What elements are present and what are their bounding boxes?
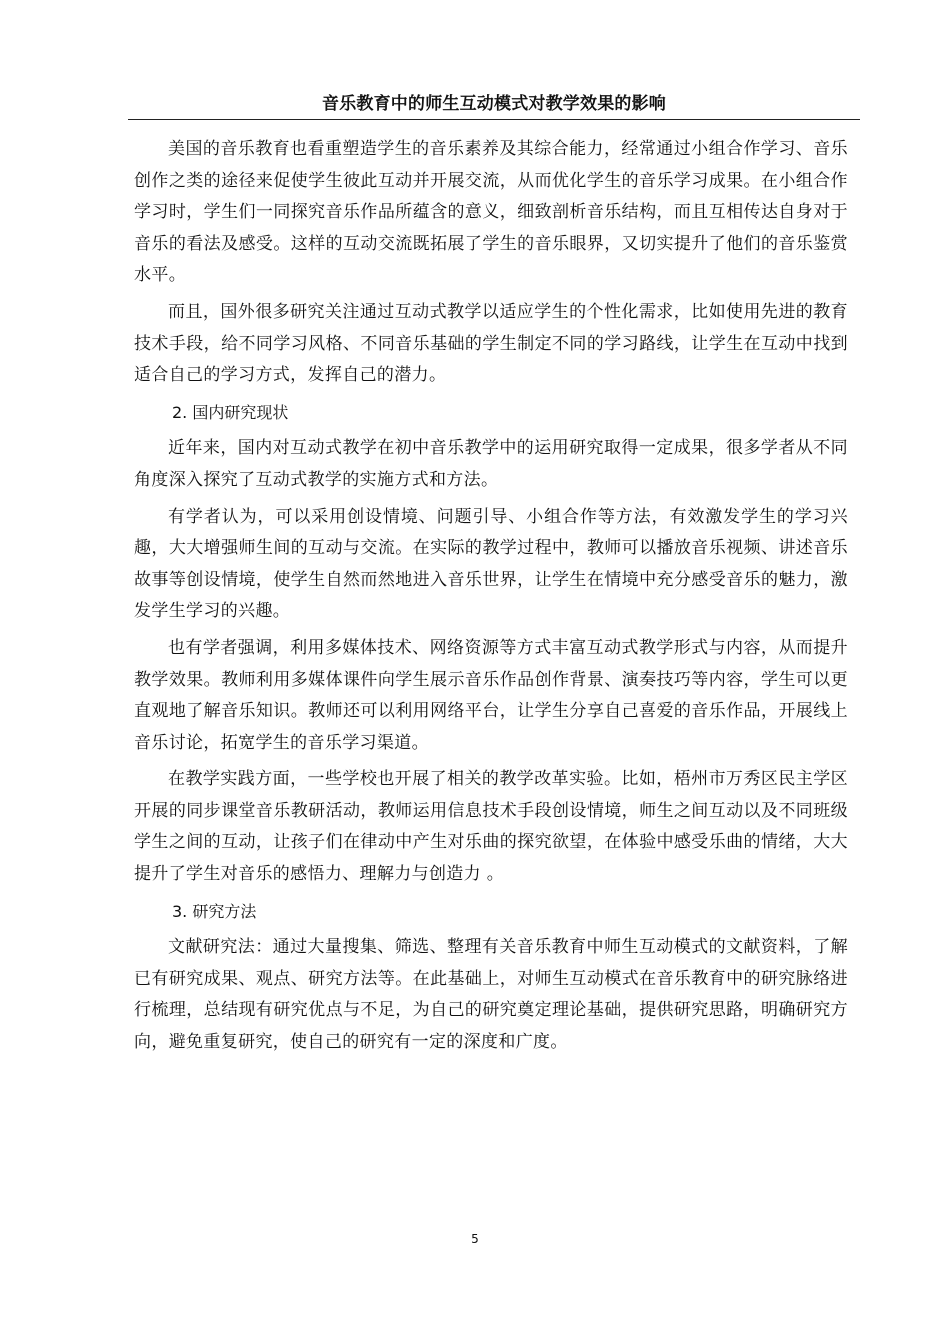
page-number: 5	[471, 1232, 479, 1246]
header-rule	[128, 119, 860, 120]
paragraph-literature-method: 文献研究法：通过大量搜集、筛选、整理有关音乐教育中师生互动模式的文献资料，了解已有研究成果、观点、研究方法等。在此基础上，对师生互动模式在音乐教育中的研究脉络进行梳理，总结现有研究优点与不足，为自己的研究奠定理论基础，提供研究思路，明确研究方向，避免重复研究，使自己的研究有一定的深度和广度。	[134, 937, 848, 1053]
body-text	[134, 134, 848, 1064]
section-heading-research-methods: 3. 研究方法	[172, 901, 257, 921]
section-heading-domestic-research: 2. 国内研究现状	[172, 402, 289, 422]
paragraph-teaching-practice: 在教学实践方面，一些学校也开展了相关的教学改革实验。比如，梧州市万秀区民主学区开展的同步课堂音乐教研活动，教师运用信息技术手段创设情境，师生之间互动以及不同班级学生之间的互动，让孩子们在律动中产生对乐曲的探究欲望，在体验中感受乐曲的情绪，大大提升了学生对音乐的感悟力、理解力与创造力 。	[134, 769, 848, 885]
paragraph-domestic-overview: 近年来，国内对互动式教学在初中音乐教学中的运用研究取得一定成果，很多学者从不同角度深入探究了互动式教学的实施方式和方法。	[134, 438, 848, 490]
paragraph-situation-creation: 有学者认为，可以采用创设情境、问题引导、小组合作等方法，有效激发学生的学习兴趣，大大增强师生间的互动与交流。在实际的教学过程中，教师可以播放音乐视频、讲述音乐故事等创设情境，使学生自然而然地进入音乐世界，让学生在情境中充分感受音乐的魅力，激发学生学习的兴趣。	[134, 506, 848, 622]
paragraph-us-music-education: 美国的音乐教育也看重塑造学生的音乐素养及其综合能力，经常通过小组合作学习、音乐创作之类的途径来促使学生彼此互动并开展交流，从而优化学生的音乐学习成果。在小组合作学习时，学生们一同探究音乐作品所蕴含的意义，细致剖析音乐结构，而且互相传达自身对于音乐的看法及感受。这样的互动交流既拓展了学生的音乐眼界，又切实提升了他们的音乐鉴赏水平。	[134, 139, 848, 286]
paragraph-multimedia: 也有学者强调，利用多媒体技术、网络资源等方式丰富互动式教学形式与内容，从而提升教学效果。教师利用多媒体课件向学生展示音乐作品创作背景、演奏技巧等内容，学生可以更直观地了解音乐知识。教师还可以利用网络平台，让学生分享自己喜爱的音乐作品，开展线上音乐讨论，拓宽学生的音乐学习渠道。	[134, 637, 848, 753]
paragraph-foreign-research: 而且，国外很多研究关注通过互动式教学以适应学生的个性化需求，比如使用先进的教育技术手段，给不同学习风格、不同音乐基础的学生制定不同的学习路线，让学生在互动中找到适合自己的学习方式，发挥自己的潜力。	[134, 301, 848, 386]
running-header-title: 音乐教育中的师生互动模式对教学效果的影响	[322, 94, 666, 114]
